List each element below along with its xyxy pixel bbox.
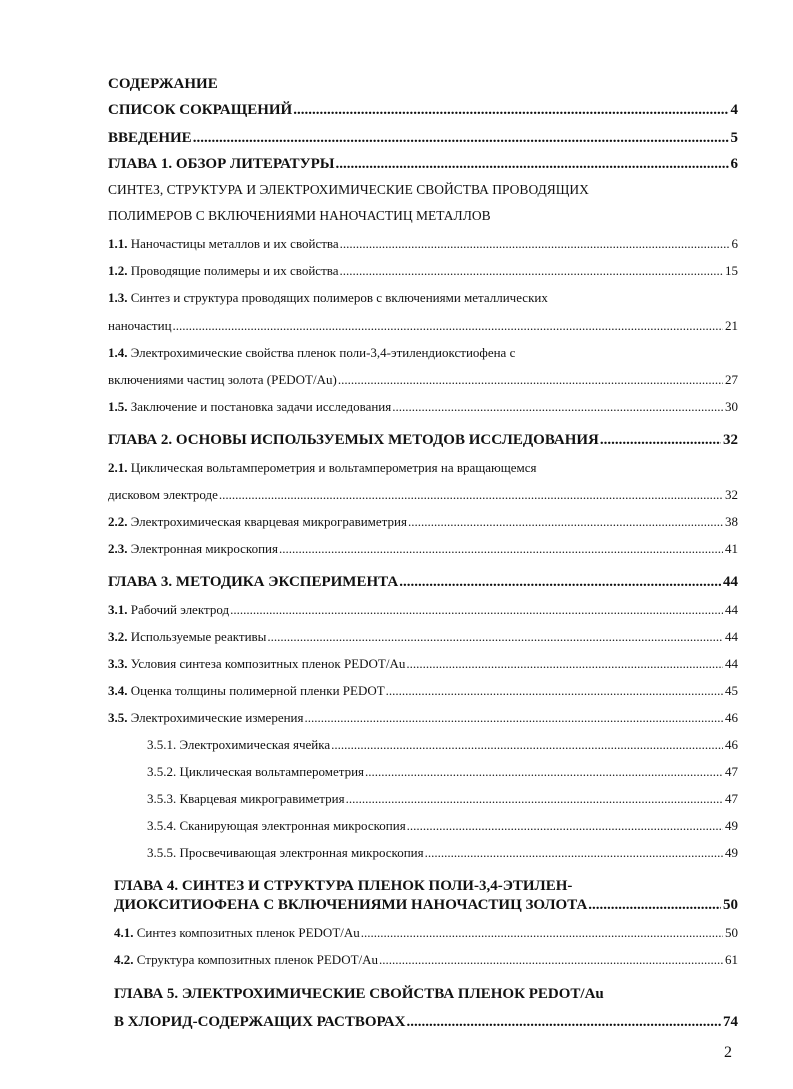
entry-page: 50 xyxy=(723,897,738,913)
entry-page: 38 xyxy=(725,514,738,529)
entry-page: 50 xyxy=(725,925,738,940)
section-number: 3.2. xyxy=(108,629,128,644)
entry-page: 15 xyxy=(725,263,738,278)
entry-label: 3.5.1. Электрохимическая ячейка xyxy=(147,737,331,752)
entry-label: ДИОКСИТИОФЕНА С ВКЛЮЧЕНИЯМИ НАНОЧАСТИЦ ЗОЛОТА xyxy=(114,897,588,913)
toc-subsection-3-5-4[interactable] xyxy=(147,818,738,834)
entry-label: Проводящие полимеры и их свойства xyxy=(130,263,339,278)
toc-subsection-3-5-3[interactable] xyxy=(147,791,738,807)
entry-page: 27 xyxy=(725,372,738,387)
toc-section-4-1[interactable] xyxy=(114,925,738,941)
toc-entry-introduction[interactable] xyxy=(108,130,738,147)
entry-label: В ХЛОРИД-СОДЕРЖАЩИХ РАСТВОРАХ xyxy=(114,1014,406,1030)
entry-label: 3.5.3. Кварцевая микрогравиметрия xyxy=(147,791,345,806)
entry-label: Циклическая вольтамперометрия и вольтамперометрия на вращающемся xyxy=(130,460,537,475)
section-number: 2.3. xyxy=(108,541,128,556)
chapter-1-subtitle-line-1: СИНТЕЗ, СТРУКТУРА И ЭЛЕКТРОХИМИЧЕСКИЕ СВОЙСТВА ПРОВОДЯЩИХ xyxy=(108,182,589,197)
entry-page: 74 xyxy=(723,1014,738,1030)
toc-section-2-1-line-1[interactable] xyxy=(108,460,537,476)
toc-section-4-2[interactable] xyxy=(114,952,738,968)
entry-label: Синтез и структура проводящих полимеров с включениями металлических xyxy=(130,290,548,305)
toc-section-2-2[interactable] xyxy=(108,514,738,530)
toc-chapter-2[interactable] xyxy=(108,432,738,449)
entry-label: Рабочий электрод xyxy=(130,602,230,617)
entry-label: ГЛАВА 3. МЕТОДИКА ЭКСПЕРИМЕНТА xyxy=(108,574,399,590)
section-number: 3.1. xyxy=(108,602,128,617)
entry-page: 46 xyxy=(725,737,738,752)
entry-page: 44 xyxy=(723,574,738,590)
entry-page: 44 xyxy=(725,629,738,644)
entry-page: 61 xyxy=(725,952,738,967)
toc-chapter-4-line-1[interactable]: ГЛАВА 4. СИНТЕЗ И СТРУКТУРА ПЛЕНОК ПОЛИ-3,4-ЭТИЛЕН- xyxy=(114,878,573,894)
toc-section-1-3-line-1[interactable] xyxy=(108,290,548,306)
toc-section-1-5[interactable] xyxy=(108,399,738,415)
entry-label: СПИСОК СОКРАЩЕНИЙ xyxy=(108,102,293,118)
entry-label: Электрохимические свойства пленок поли-3,4-этилендиокстиофена с xyxy=(130,345,516,360)
section-number: 3.3. xyxy=(108,656,128,671)
entry-label: Заключение и постановка задачи исследования xyxy=(130,399,392,414)
toc-section-1-4-line-2[interactable] xyxy=(108,372,738,388)
toc-section-1-3-line-2[interactable] xyxy=(108,318,738,334)
chapter-1-subtitle-line-2: ПОЛИМЕРОВ С ВКЛЮЧЕНИЯМИ НАНОЧАСТИЦ МЕТАЛЛОВ xyxy=(108,208,491,223)
toc-section-2-1-line-2[interactable] xyxy=(108,487,738,503)
toc-entry-abbreviations[interactable] xyxy=(108,102,738,119)
entry-label: дисковом электроде xyxy=(108,487,218,502)
entry-label: Электрохимическая кварцевая микрогравиметрия xyxy=(130,514,407,529)
toc-heading: СОДЕРЖАНИЕ xyxy=(108,76,218,92)
toc-subsection-3-5-5[interactable] xyxy=(147,845,738,861)
entry-label: Электрохимические измерения xyxy=(130,710,304,725)
entry-page: 44 xyxy=(725,602,738,617)
entry-page: 46 xyxy=(725,710,738,725)
section-number: 1.2. xyxy=(108,263,128,278)
toc-subsection-3-5-1[interactable] xyxy=(147,737,738,753)
section-number: 1.4. xyxy=(108,345,128,360)
entry-page: 30 xyxy=(725,399,738,414)
entry-page: 47 xyxy=(725,791,738,806)
entry-label: ГЛАВА 2. ОСНОВЫ ИСПОЛЬЗУЕМЫХ МЕТОДОВ ИССЛЕДОВАНИЯ xyxy=(108,432,599,448)
entry-page: 49 xyxy=(725,818,738,833)
toc-section-3-4[interactable] xyxy=(108,683,738,699)
section-number: 3.4. xyxy=(108,683,128,698)
entry-label: 3.5.2. Циклическая вольтамперометрия xyxy=(147,764,365,779)
toc-section-3-1[interactable] xyxy=(108,602,738,618)
entry-page: 44 xyxy=(725,656,738,671)
entry-page: 49 xyxy=(725,845,738,860)
page-number: 2 xyxy=(724,1044,732,1061)
entry-label: ВВЕДЕНИЕ xyxy=(108,130,192,146)
section-number: 4.2. xyxy=(114,952,134,967)
section-number: 2.1. xyxy=(108,460,128,475)
entry-label: Синтез композитных пленок PEDOT/Au xyxy=(136,925,360,940)
toc-section-1-4-line-1[interactable] xyxy=(108,345,515,361)
toc-chapter-1[interactable] xyxy=(108,156,738,173)
entry-label: Электронная микроскопия xyxy=(130,541,278,556)
section-number: 1.5. xyxy=(108,399,128,414)
entry-label: Оценка толщины полимерной пленки PEDOT xyxy=(130,683,385,698)
entry-label: 3.5.4. Сканирующая электронная микроскопия xyxy=(147,818,406,833)
entry-label: ГЛАВА 1. ОБЗОР ЛИТЕРАТУРЫ xyxy=(108,156,335,172)
entry-label: Наночастицы металлов и их свойства xyxy=(130,236,339,251)
section-number: 1.3. xyxy=(108,290,128,305)
entry-label: Используемые реактивы xyxy=(130,629,267,644)
entry-page: 47 xyxy=(725,764,738,779)
entry-page: 21 xyxy=(725,318,738,333)
toc-chapter-4-line-2[interactable] xyxy=(114,897,738,914)
toc-chapter-5-line-1[interactable]: ГЛАВА 5. ЭЛЕКТРОХИМИЧЕСКИЕ СВОЙСТВА ПЛЕНОК PEDOT/Au xyxy=(114,986,604,1002)
section-number: 2.2. xyxy=(108,514,128,529)
entry-label: включениями частиц золота (PEDOT/Au) xyxy=(108,372,337,387)
entry-page: 32 xyxy=(725,487,738,502)
toc-subsection-3-5-2[interactable] xyxy=(147,764,738,780)
section-number: 4.1. xyxy=(114,925,134,940)
toc-section-1-2[interactable] xyxy=(108,263,738,279)
entry-page: 5 xyxy=(730,130,738,146)
toc-section-3-3[interactable] xyxy=(108,656,738,672)
toc-section-3-2[interactable] xyxy=(108,629,738,645)
entry-page: 32 xyxy=(723,432,738,448)
section-number: 3.5. xyxy=(108,710,128,725)
entry-page: 6 xyxy=(730,156,738,172)
entry-label: Условия синтеза композитных пленок PEDOT/Au xyxy=(130,656,406,671)
entry-page: 6 xyxy=(731,236,738,251)
entry-label: Структура композитных пленок PEDOT/Au xyxy=(136,952,379,967)
section-number: 1.1. xyxy=(108,236,128,251)
entry-label: 3.5.5. Просвечивающая электронная микроскопия xyxy=(147,845,424,860)
toc-section-2-3[interactable] xyxy=(108,541,738,557)
toc-chapter-3[interactable] xyxy=(108,574,738,591)
toc-section-3-5[interactable] xyxy=(108,710,738,726)
entry-page: 4 xyxy=(730,102,738,118)
toc-chapter-5-line-2[interactable] xyxy=(114,1014,738,1031)
toc-section-1-1[interactable] xyxy=(108,236,738,252)
entry-page: 45 xyxy=(725,683,738,698)
entry-label: наночастиц xyxy=(108,318,172,333)
entry-page: 41 xyxy=(725,541,738,556)
